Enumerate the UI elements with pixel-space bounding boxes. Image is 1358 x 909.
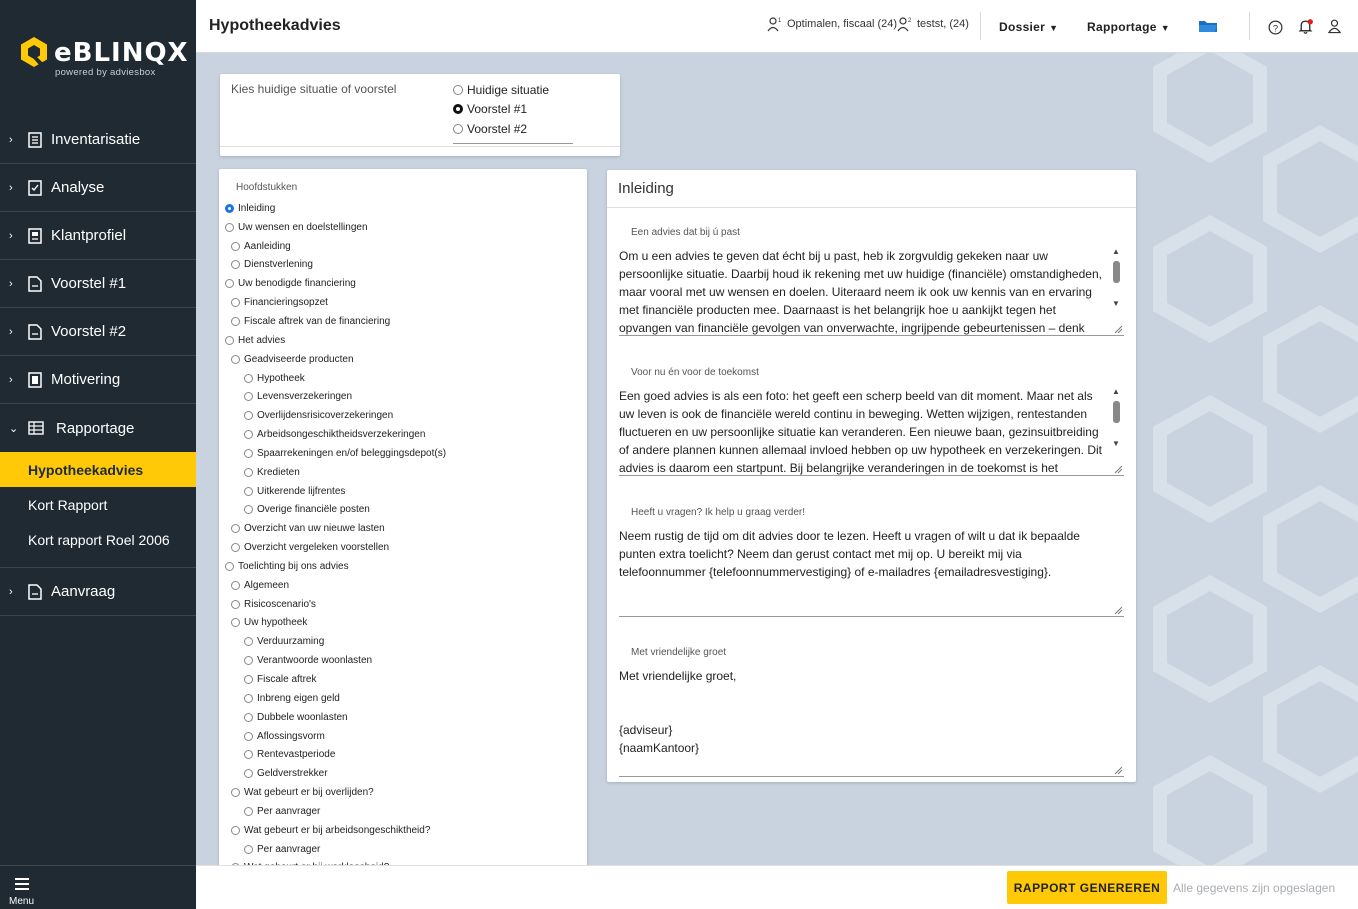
chevron-down-icon: ▼: [1049, 23, 1059, 33]
chapter-radio-item[interactable]: [225, 632, 446, 651]
radio-circle: [244, 807, 253, 816]
radio-circle: [244, 656, 253, 665]
save-status-text: Alle gegevens zijn opgeslagen: [1173, 881, 1336, 895]
svg-text:2: 2: [908, 18, 912, 24]
notification-bell-icon[interactable]: [1297, 18, 1314, 35]
radio-circle: [453, 124, 463, 134]
chapter-label: Fiscale aftrek: [257, 674, 317, 686]
inleiding-card: [607, 170, 1136, 782]
checklist-icon: [28, 180, 42, 196]
chapter-label: Spaarrekeningen en/of beleggingsdepot(s): [257, 447, 447, 459]
rapportage-label: Rapportage: [1087, 20, 1157, 34]
radio-circle: [231, 543, 240, 552]
radio-circle: [244, 694, 253, 703]
radio-circle: [231, 355, 240, 364]
chapter-radio-item[interactable]: [225, 463, 446, 482]
hexagon-background-pattern: [1140, 53, 1358, 865]
scroll-thumb[interactable]: [1113, 401, 1120, 423]
chapter-label: Aflossingsvorm: [257, 730, 325, 742]
chapter-label: Inleiding: [238, 202, 276, 214]
chapter-radio-item[interactable]: [225, 670, 446, 689]
card-divider: [220, 146, 620, 147]
chapter-label: Arbeidsongeschiktheidsverzekeringen: [257, 429, 426, 441]
radio-circle: [244, 637, 253, 646]
textarea-content[interactable]: Neem rustig de tijd om dit advies door te lezen. Heeft u vragen of wilt u dat ik bepaalde punten extra toelicht? Neem dan gerust contact met mij op. U bereikt mij via telefoonnummer {telefoonnummervestiging} of e-mailadres {emailadresvestiging}.: [619, 529, 1084, 579]
main-nav: [0, 116, 196, 616]
chapter-radio-item[interactable]: [225, 764, 446, 783]
radio-circle: [231, 317, 240, 326]
chapter-radio-item[interactable]: [225, 406, 446, 425]
chapter-radio-item[interactable]: [225, 689, 446, 708]
hamburger-icon: [15, 878, 29, 893]
radio-circle: [244, 374, 253, 383]
radio-circle: [231, 524, 240, 533]
chapter-label: Verantwoorde woonlasten: [257, 655, 373, 667]
menu-toggle-button[interactable]: [0, 865, 196, 909]
nav-sub-kort-rapport[interactable]: Kort Rapport: [28, 496, 108, 513]
svg-text:?: ?: [1272, 23, 1279, 34]
radio-voorstel-1[interactable]: [453, 100, 573, 120]
radio-circle: [231, 600, 240, 609]
nav-label: Klantprofiel: [51, 227, 127, 244]
chapter-radio-item[interactable]: [225, 387, 446, 406]
chapter-label: Uw hypotheek: [244, 617, 308, 629]
person-2-icon: [897, 16, 913, 32]
chevron-right-icon: ›: [9, 585, 13, 598]
resize-handle-icon[interactable]: [1114, 766, 1123, 775]
textarea-label: Een advies dat bij ú past: [631, 227, 740, 238]
radio-circle: [244, 411, 253, 420]
radio-circle: [225, 223, 234, 232]
chapter-radio-item[interactable]: [225, 444, 446, 463]
radio-circle: [231, 788, 240, 797]
chapter-label: Hypotheek: [257, 372, 305, 384]
chapter-radio-item[interactable]: [225, 614, 446, 633]
chapter-radio-item[interactable]: [225, 482, 446, 501]
help-icon[interactable]: [1268, 20, 1283, 35]
folder-icon[interactable]: [1198, 17, 1218, 35]
generate-report-button[interactable]: RAPPORT GENEREREN: [1007, 871, 1167, 904]
sidebar: [0, 0, 196, 909]
chapter-label: Algemeen: [244, 579, 290, 591]
radio-circle: [244, 675, 253, 684]
radio-circle: [225, 562, 234, 571]
nav-sub-hypotheekadvies[interactable]: Hypotheekadvies: [0, 452, 196, 487]
radio-circle: [244, 505, 253, 514]
document-icon: [28, 276, 42, 292]
chapter-radio-item[interactable]: [225, 237, 446, 256]
chapter-radio-item[interactable]: [225, 745, 446, 764]
textarea-content[interactable]: Om u een advies te geven dat écht bij u past, heb ik zorgvuldig gekeken naar uw persoonlijke situatie. Daarbij houd ik rekening met uw huidige (financiële) omstandigheden, maar vooral met uw wensen en doelen. Uiteraard neem ik ook uw kennis van en ervaring met financiële producten mee. Daarnaast is het belangrijk hoe u aankijkt tegen het opvangen van financiële gevolgen van onverwachte, ingrijpende gebeurtenissen – denk: [619, 249, 1106, 335]
chapter-radio-item[interactable]: [225, 783, 446, 802]
nav-item-klantprofiel[interactable]: [0, 212, 196, 260]
chapter-label: Overige financiële posten: [257, 504, 370, 516]
radio-circle: [244, 769, 253, 778]
chapter-label: Dubbele woonlasten: [257, 711, 348, 723]
radio-circle: [231, 260, 240, 269]
radio-circle: [244, 392, 253, 401]
chapter-label: Toelichting bij ons advies: [238, 560, 349, 572]
section-title: Inleiding: [618, 180, 674, 197]
document-list-icon: [28, 132, 42, 148]
nav-item-voorstel-2[interactable]: [0, 308, 196, 356]
rapportage-dropdown[interactable]: [1087, 20, 1170, 34]
text-section-vragen: [619, 507, 1124, 617]
brand-name: eBLINQX: [54, 38, 189, 68]
radio-circle-selected: [453, 104, 463, 114]
chapter-radio-item[interactable]: [225, 274, 446, 293]
textarea-content[interactable]: Een goed advies is als een foto: het geeft een scherp beeld van dit moment. Maar net als uw leven is ook de financiële wereld continu in beweging. Wetten wijzigen, rentestanden fluctueren en uw persoonlijke situatie kan veranderen. Een nieuwe baan, gezinsuitbreiding of andere plannen kunnen allemaal invloed hebben op uw hypotheek en verzekeringen. Dit advies is daarom een startpunt. Bij belangrijke veranderingen in de toekomst is het: [619, 389, 1106, 475]
radio-circle: [231, 826, 240, 835]
textarea-scrollbar[interactable]: [1110, 247, 1122, 311]
chevron-right-icon: ›: [9, 181, 13, 194]
chapter-radio-item[interactable]: [225, 538, 446, 557]
textarea-label: Met vriendelijke groet: [631, 647, 727, 658]
radio-circle-selected: [225, 204, 234, 213]
chapter-label: Inbreng eigen geld: [257, 692, 340, 704]
textarea-content[interactable]: Met vriendelijke groet, {adviseur} {naamKantoor}: [619, 669, 737, 755]
document-icon: [28, 584, 42, 600]
list-icon: [28, 372, 42, 388]
dossier-dropdown[interactable]: [999, 20, 1058, 34]
chapters-heading: Hoofdstukken: [236, 182, 298, 193]
chapter-label: Overlijdensrisicoverzekeringen: [257, 410, 394, 422]
scroll-down-icon[interactable]: ▼: [1112, 439, 1120, 448]
client-2-label: testst, (24): [917, 18, 969, 30]
radio-label: Voorstel #1: [467, 102, 528, 117]
chapter-radio-item[interactable]: [225, 425, 446, 444]
chapter-radio-item[interactable]: [225, 199, 446, 218]
situation-radio-group: [453, 80, 573, 144]
radio-circle: [231, 242, 240, 251]
dossier-label: Dossier: [999, 20, 1046, 34]
chapter-radio-item[interactable]: [225, 821, 446, 840]
nav-label: Aanvraag: [51, 583, 116, 600]
resize-handle-icon[interactable]: [1114, 606, 1123, 615]
chapter-label: Overzicht van uw nieuwe lasten: [244, 523, 385, 535]
user-account-icon[interactable]: [1327, 18, 1342, 34]
situation-label: Kies huidige situatie of voorstel: [231, 82, 397, 96]
radio-voorstel-2[interactable]: [453, 119, 573, 139]
resize-handle-icon[interactable]: [1114, 325, 1123, 334]
nav-item-rapportage[interactable]: [0, 404, 196, 452]
chapter-label: Het advies: [238, 334, 286, 346]
chapter-label: Uitkerende lijfrentes: [257, 485, 346, 497]
client-2-link[interactable]: [897, 16, 969, 32]
chevron-down-icon: ▼: [1160, 23, 1170, 33]
textarea-scrollbar[interactable]: [1110, 387, 1122, 451]
chapters-radio-list: [225, 199, 446, 869]
nav-item-aanvraag[interactable]: [0, 568, 196, 616]
bottom-action-bar: [196, 865, 1358, 909]
chapter-label: Risicoscenario's: [244, 598, 316, 610]
resize-handle-icon[interactable]: [1114, 465, 1123, 474]
chapter-label: Verduurzaming: [257, 636, 325, 648]
scroll-up-icon[interactable]: ▲: [1112, 387, 1120, 396]
nav-item-inventarisatie[interactable]: [0, 116, 196, 164]
nav-item-voorstel-1[interactable]: [0, 260, 196, 308]
chapter-radio-item[interactable]: [225, 840, 446, 859]
radio-label: Huidige situatie: [467, 82, 550, 97]
nav-item-motivering[interactable]: [0, 356, 196, 404]
client-1-label: Optimalen, fiscaal (24): [787, 18, 898, 30]
chapter-radio-item[interactable]: [225, 331, 446, 350]
nav-item-analyse[interactable]: [0, 164, 196, 212]
radio-circle: [231, 298, 240, 307]
textarea-advies[interactable]: [619, 247, 1124, 336]
radio-huidige-situatie[interactable]: [453, 80, 573, 100]
chapter-label: Aanleiding: [244, 240, 291, 252]
chapter-radio-item[interactable]: [225, 312, 446, 331]
chapter-label: Geadviseerde producten: [244, 353, 354, 365]
chapter-radio-item[interactable]: [225, 218, 446, 237]
scroll-up-icon[interactable]: ▲: [1112, 247, 1120, 256]
chapter-label: Overzicht vergeleken voorstellen: [244, 542, 390, 554]
textarea-vragen[interactable]: [619, 527, 1124, 617]
nav-label: Voorstel #1: [51, 275, 127, 292]
nav-label: Analyse: [51, 179, 105, 196]
client-1-link[interactable]: [767, 16, 897, 32]
scroll-down-icon[interactable]: ▼: [1112, 299, 1120, 308]
radio-circle: [244, 449, 253, 458]
profile-card-icon: [28, 228, 42, 244]
radio-circle: [244, 750, 253, 759]
menu-label: Menu: [9, 896, 35, 907]
text-section-toekomst: [619, 367, 1124, 476]
chapter-radio-item[interactable]: [225, 293, 446, 312]
radio-circle: [225, 336, 234, 345]
nav-label: Inventarisatie: [51, 131, 141, 148]
textarea-toekomst[interactable]: [619, 387, 1124, 476]
chapter-label: Per aanvrager: [257, 805, 321, 817]
chapter-label: Fiscale aftrek van de financiering: [244, 315, 391, 327]
chevron-right-icon: ›: [9, 133, 13, 146]
chapter-radio-item[interactable]: [225, 727, 446, 746]
header-divider: [1249, 12, 1250, 40]
chapter-radio-item[interactable]: [225, 802, 446, 821]
page-title: Hypotheekadvies: [209, 17, 341, 34]
chapter-radio-item[interactable]: [225, 256, 446, 275]
nav-label: Voorstel #2: [51, 323, 127, 340]
textarea-label: Voor nu én voor de toekomst: [631, 367, 759, 378]
radio-circle: [231, 618, 240, 627]
table-icon: [28, 420, 44, 436]
chapters-card: [219, 169, 587, 869]
chapter-label: Financieringsopzet: [244, 297, 328, 309]
chapter-radio-item[interactable]: [225, 595, 446, 614]
radio-circle: [244, 713, 253, 722]
chapter-label: Rentevastperiode: [257, 749, 336, 761]
radio-circle: [244, 430, 253, 439]
card-divider: [607, 207, 1136, 208]
document-icon: [28, 324, 42, 340]
brand-tagline: powered by adviesbox: [55, 67, 156, 78]
chapter-label: Wat gebeurt er bij arbeidsongeschiktheid?: [244, 824, 431, 836]
nav-label: Motivering: [51, 371, 121, 388]
textarea-groet[interactable]: [619, 667, 1124, 777]
header-divider: [980, 12, 981, 40]
nav-label: Rapportage: [56, 419, 135, 437]
chapter-radio-item[interactable]: [225, 708, 446, 727]
text-section-groet: [619, 647, 1124, 777]
radio-circle: [225, 279, 234, 288]
svg-text:1: 1: [778, 18, 782, 24]
situation-selector-card: [220, 74, 620, 156]
blinqx-logo-icon: [20, 36, 48, 68]
chapter-radio-item[interactable]: [225, 519, 446, 538]
person-1-icon: [767, 16, 783, 32]
chapter-label: Levensverzekeringen: [257, 391, 353, 403]
top-header: [196, 0, 1358, 53]
rapportage-submenu: [0, 452, 196, 568]
radio-label: Voorstel #2: [467, 121, 528, 136]
chapter-radio-item[interactable]: [225, 576, 446, 595]
radio-circle: [244, 845, 253, 854]
nav-sub-kort-rapport-roel-2006[interactable]: Kort rapport Roel 2006: [28, 531, 170, 548]
chapter-radio-item[interactable]: [225, 501, 446, 520]
chapter-label: Geldverstrekker: [257, 768, 328, 780]
radio-circle: [231, 581, 240, 590]
scroll-thumb[interactable]: [1113, 261, 1120, 283]
radio-circle: [244, 468, 253, 477]
chevron-right-icon: ›: [9, 277, 13, 290]
chapter-radio-item[interactable]: [225, 369, 446, 388]
chapter-label: Wat gebeurt er bij overlijden?: [244, 787, 374, 799]
chapter-radio-item[interactable]: [225, 350, 446, 369]
chevron-right-icon: ›: [9, 373, 13, 386]
brand-logo[interactable]: [18, 36, 189, 80]
chapter-label: Uw wensen en doelstellingen: [238, 221, 368, 233]
chapter-label: Kredieten: [257, 466, 300, 478]
text-section-advies: [619, 227, 1124, 336]
radio-circle: [244, 487, 253, 496]
radio-circle: [453, 85, 463, 95]
chevron-right-icon: ›: [9, 229, 13, 242]
chapter-label: Per aanvrager: [257, 843, 321, 855]
textarea-label: Heeft u vragen? Ik help u graag verder!: [631, 507, 805, 518]
chapter-radio-item[interactable]: [225, 557, 446, 576]
chevron-down-icon: ⌄: [9, 422, 19, 435]
chapter-label: Uw benodigde financiering: [238, 278, 356, 290]
chevron-right-icon: ›: [9, 325, 13, 338]
chapter-radio-item[interactable]: [225, 651, 446, 670]
radio-circle: [244, 732, 253, 741]
chapter-label: Dienstverlening: [244, 259, 313, 271]
